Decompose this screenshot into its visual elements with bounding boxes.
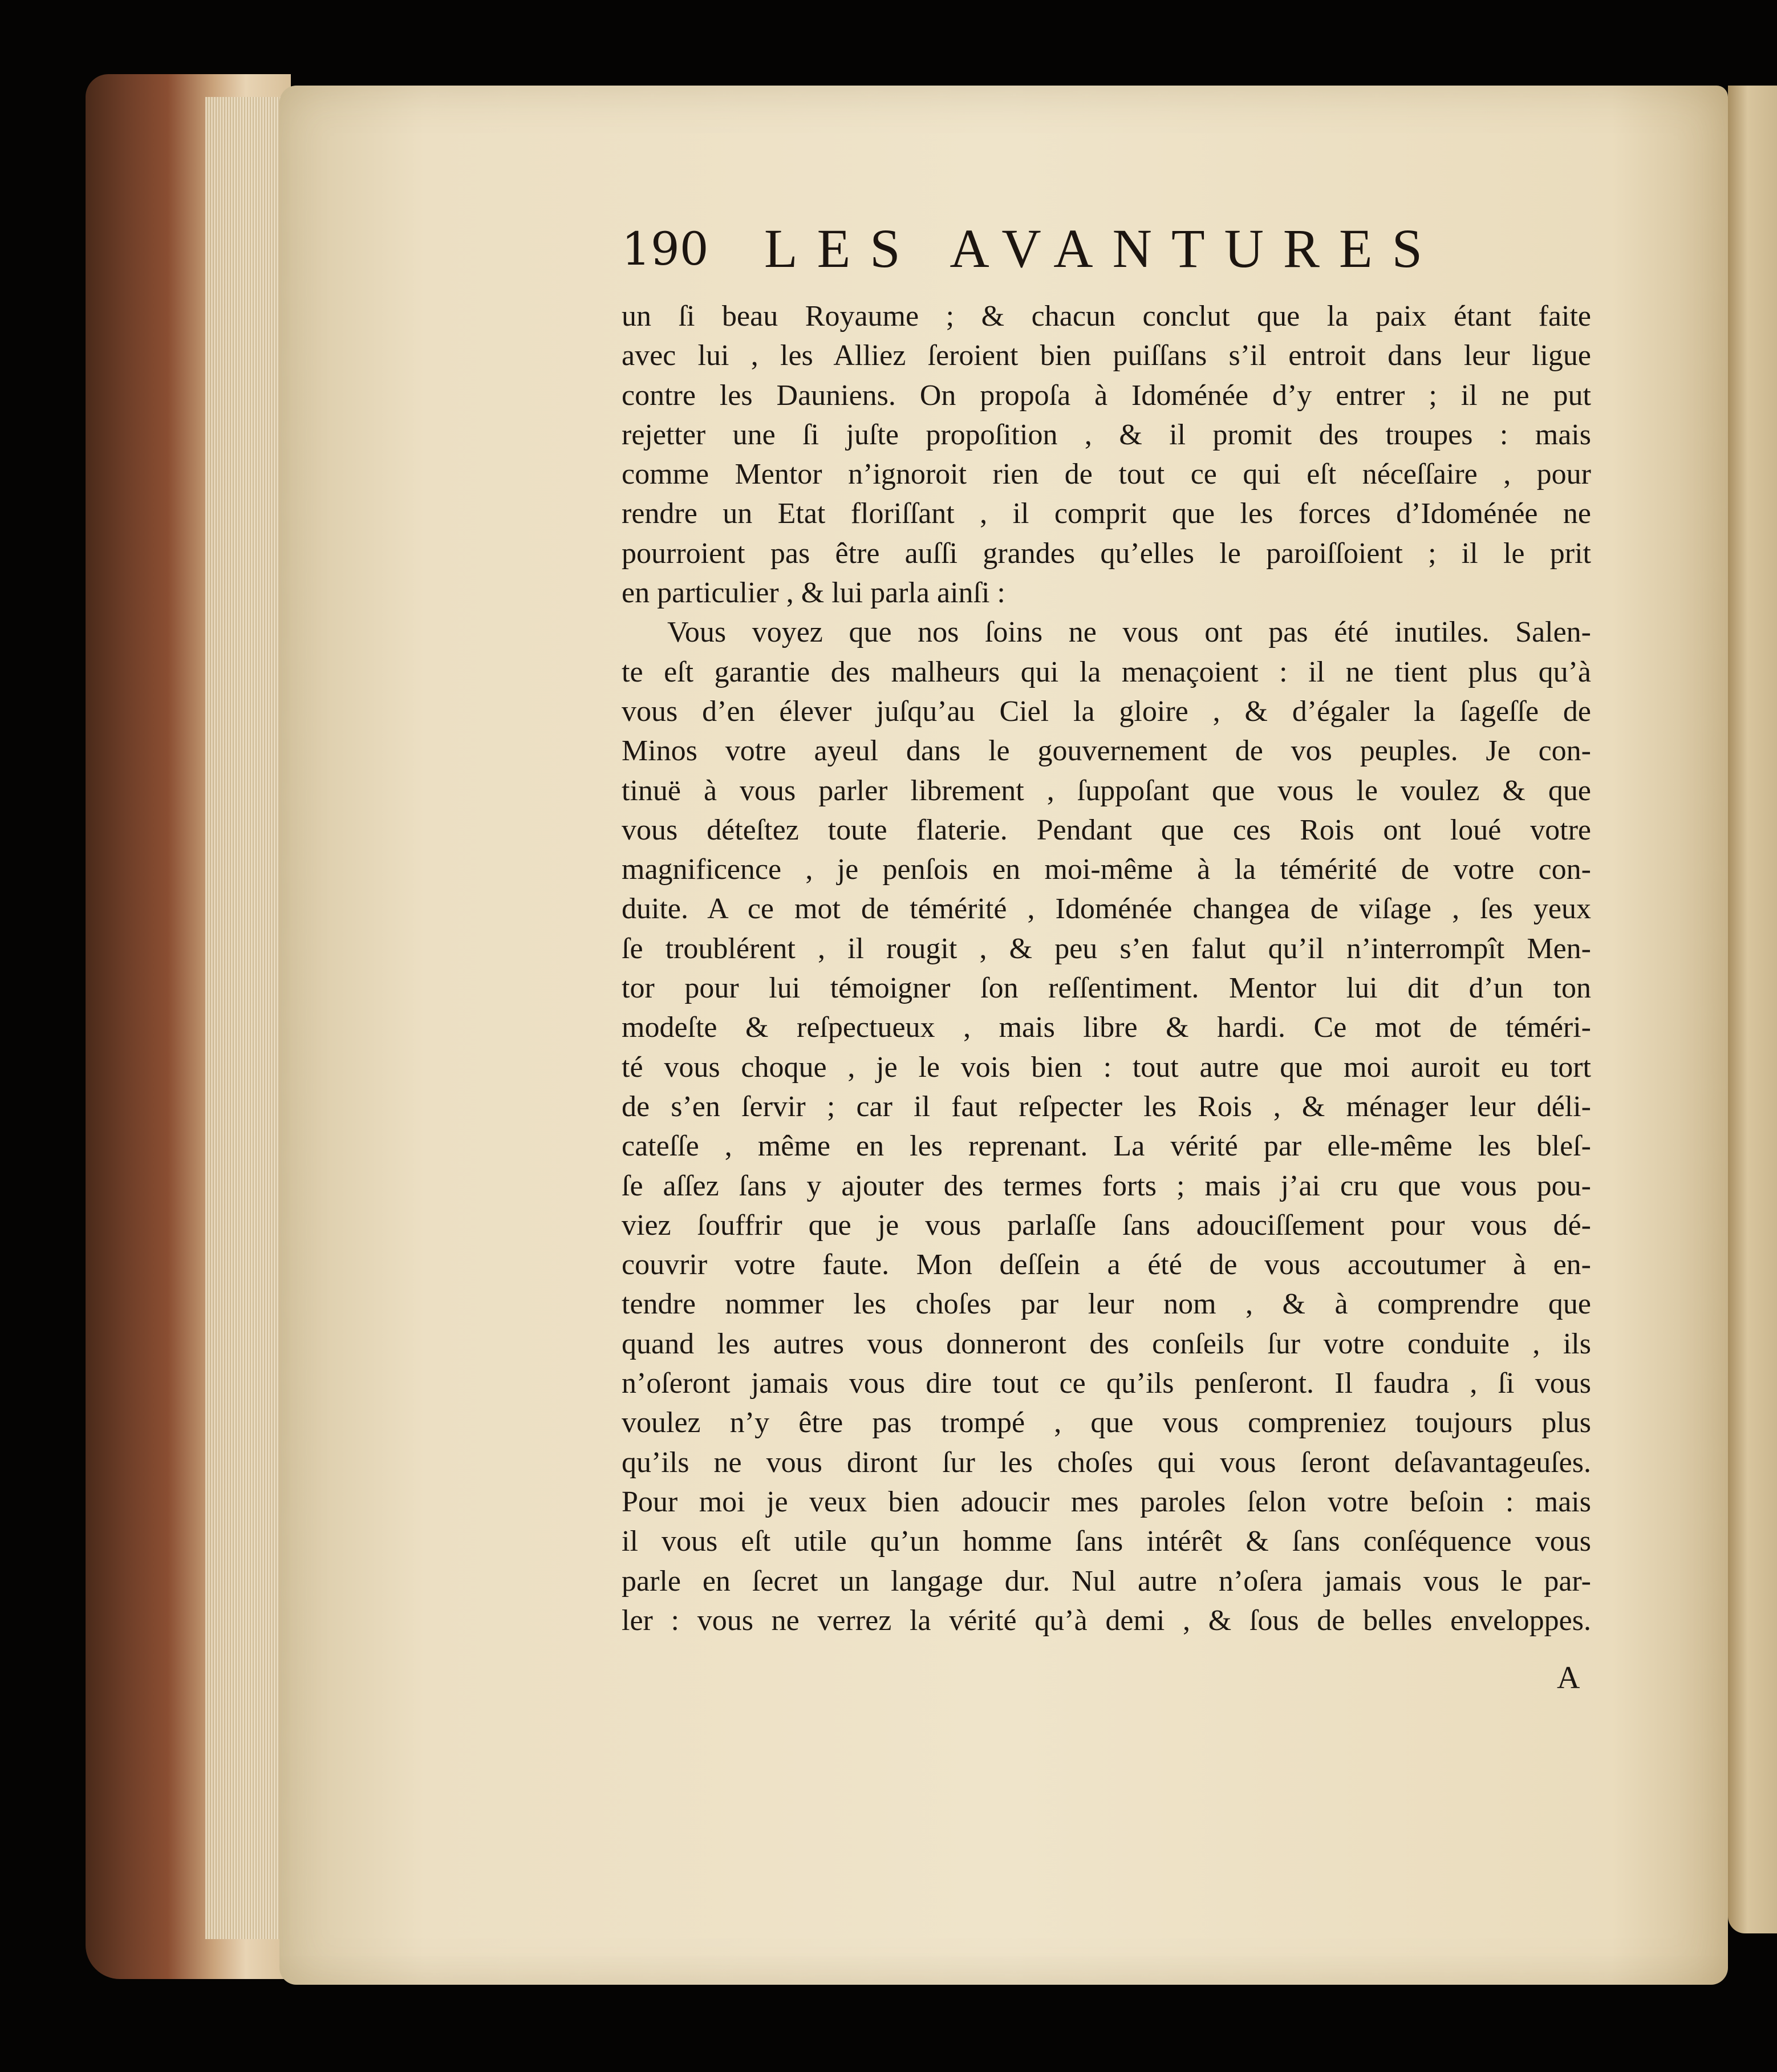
text-line: il vous eſt utile qu’un homme ſans intérêt & ſans conſéquence vous [622,1525,1591,1558]
text-line: de s’en ſervir ; car il faut reſpecter les Rois , & ménager leur déli- [622,1090,1591,1123]
text-line: vous déteſtez toute flaterie. Pendant que ces Rois ont loué votre [622,813,1591,846]
next-page-edge [1728,86,1777,1933]
text-line: tinuë à vous parler librement , ſuppoſant que vous le voulez & que [622,774,1591,807]
text-line: voulez n’y être pas trompé , que vous compreniez toujours plus [622,1406,1591,1440]
text-line: modeſte & reſpectueux , mais libre & hardi. Ce mot de téméri- [622,1011,1591,1044]
text-line: tor pour lui témoigner ſon reſſentiment. Mentor lui dit d’un ton [622,972,1591,1005]
body-text [622,297,1591,1640]
text-line: couvrir votre faute. Mon deſſein a été de vous accoutumer à en- [622,1248,1591,1282]
text-line: parle en ſecret un langage dur. Nul autre n’oſera jamais vous le par- [622,1564,1591,1597]
text-line: pourroient pas être auſſi grandes qu’elles le paroiſſoient ; il le prit [622,537,1591,570]
text-line: comme Mentor n’ignoroit rien de tout ce qui eſt néceſſaire , pour [622,458,1591,491]
text-line: viez ſouffrir que je vous parlaſſe ſans adouciſſement pour vous dé- [622,1209,1591,1242]
text-line: duite. A ce mot de témérité , Idoménée changea de viſage , ſes yeux [622,893,1591,926]
text-line: tendre nommer les choſes par leur nom , & à comprendre que [622,1288,1591,1321]
text-line: n’oſeront jamais vous dire tout ce qu’ils penſeront. Il faudra , ſi vous [622,1367,1591,1400]
book-edge [86,74,291,1979]
text-line: te eſt garantie des malheurs qui la menaçoient : il ne tient plus qu’à [622,655,1591,688]
text-line: rendre un Etat floriſſant , il comprit que les forces d’Idoménée ne [622,497,1591,530]
page-number: 190 [622,222,709,275]
catchword: A [1557,1660,1580,1696]
text-line: quand les autres vous donneront des conſeils ſur votre conduite , ils [622,1327,1591,1360]
text-line: avec lui , les Alliez ſeroient bien puiſſans s’il entroit dans leur ligue [622,339,1591,372]
text-line: en particulier , & lui parla ainſi : [622,577,1005,610]
text-line: magnificence , je penſois en moi-même à la témérité de votre con- [622,853,1591,886]
text-line: qu’ils ne vous diront ſur les choſes qui vous ſeront deſavantageuſes. [622,1446,1591,1479]
text-line: rejetter une ſi juſte propoſition , & il promit des troupes : mais [622,418,1591,451]
running-head [622,217,1454,291]
text-line: Vous voyez que nos ſoins ne vous ont pas été inutiles. Salen- [667,616,1591,649]
running-head-title: LES AVANTURES [764,218,1442,279]
text-line: un ſi beau Royaume ; & chacun conclut que la paix étant faite [622,300,1591,333]
text-line: cateſſe , même en les reprenant. La vérité par elle-même les bleſ- [622,1130,1591,1163]
text-line: vous d’en élever juſqu’au Ciel la gloire , & d’égaler la ſageſſe de [622,695,1591,728]
text-line: Pour moi je veux bien adoucir mes paroles ſelon votre beſoin : mais [622,1485,1591,1518]
text-line: ſe aſſez ſans y ajouter des termes forts ; mais j’ai cru que vous pou- [622,1169,1591,1202]
text-line: ſe troublérent , il rougit , & peu s’en falut qu’il n’interrompît Men- [622,932,1591,965]
text-line: ler : vous ne verrez la vérité qu’à demi , & ſous de belles enveloppes. [622,1604,1591,1637]
text-line: té vous choque , je le vois bien : tout autre que moi auroit eu tort [622,1051,1591,1084]
text-line: contre les Dauniens. On propoſa à Idoménée d’y entrer ; il ne put [622,379,1591,412]
text-line: Minos votre ayeul dans le gouvernement de vos peuples. Je con- [622,735,1591,768]
